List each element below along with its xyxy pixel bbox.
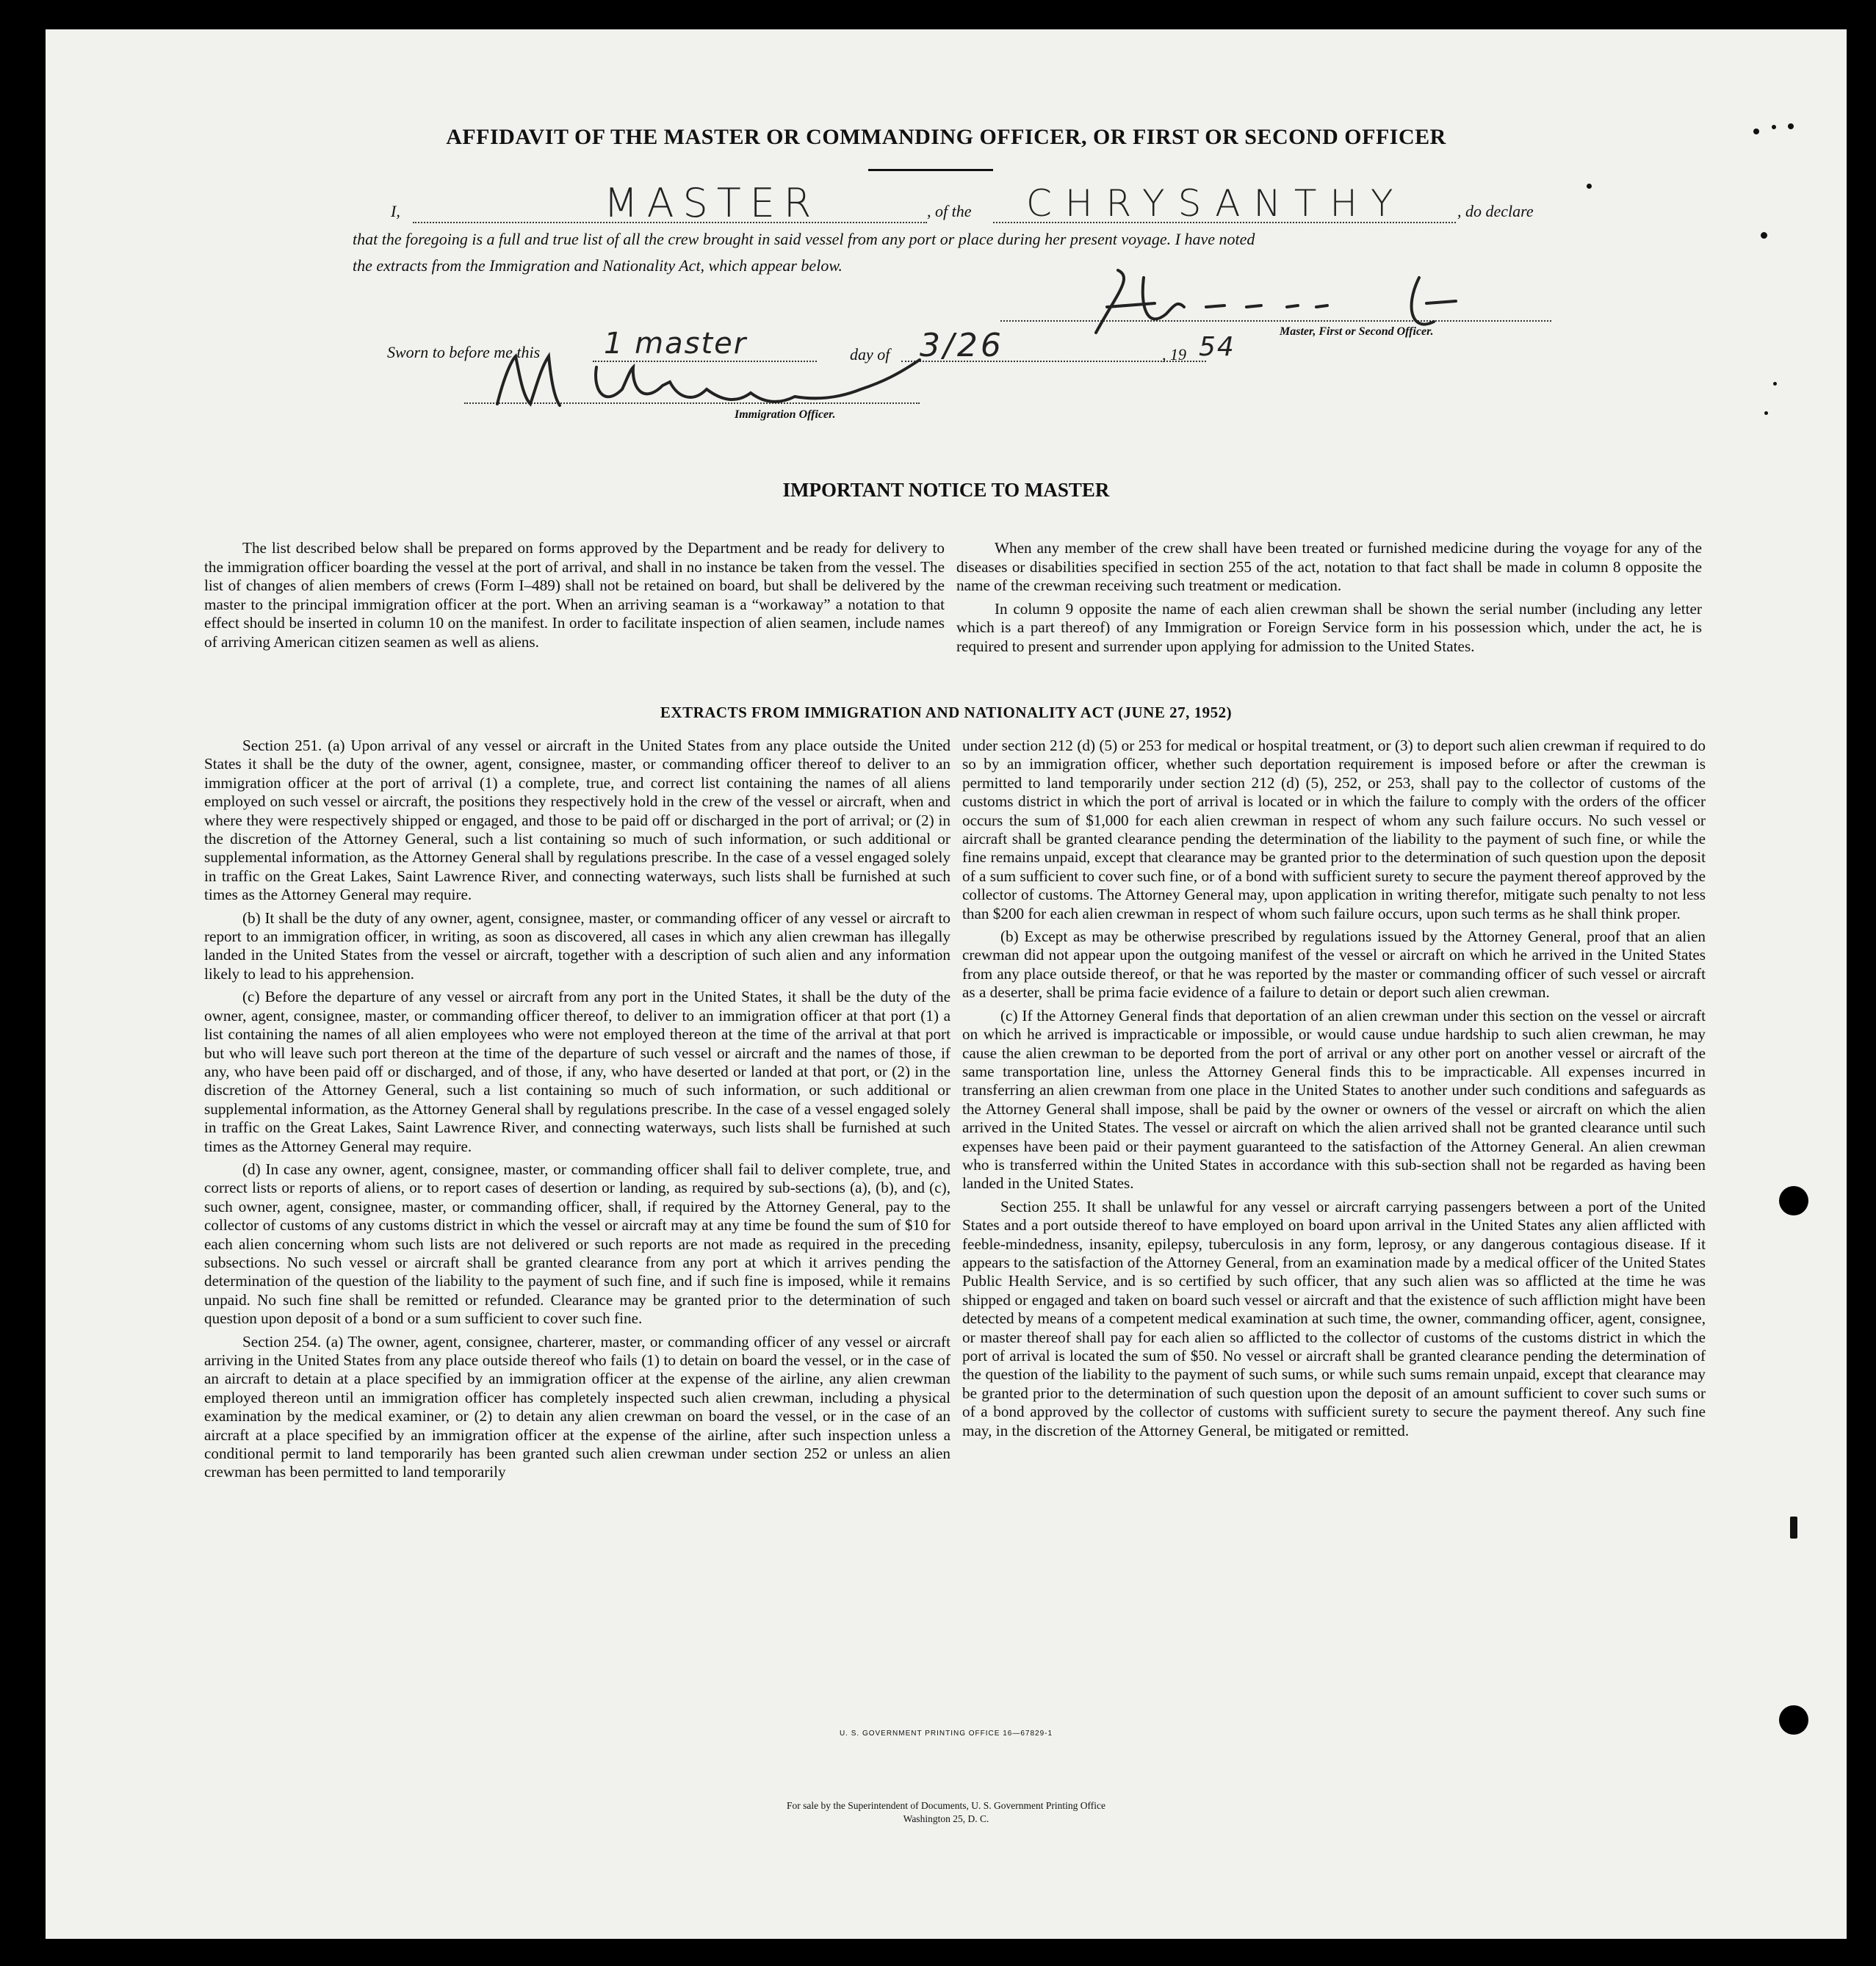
year-prefix: , 19 (1162, 345, 1186, 364)
extract-section-251b: (b) It shall be the duty of any owner, agent, consignee, master, or commanding officer of any vessel or aircraft to report to an immigration officer, in writing, as soon as discovered, all cases in which any alien crewman has illegally landed in the United States from the vessel or aircraft, together with a description of such alien and any information likely to lead to his apprehension. (204, 908, 950, 983)
speck (1788, 123, 1794, 129)
day-of-label: day of (850, 345, 890, 364)
speck (1753, 129, 1759, 134)
extract-section-251d: (d) In case any owner, agent, consignee, master, or commanding officer shall fail to deliver complete, true, and correct lists or reports of aliens, or to report cases of desertion or landing, as required by sub-sections (a), (b), and (c), such owner, agent, consignee, master, or commanding officer, shall, if required by the Attorney General, pay to the collector of customs of any customs district in which the vessel or aircraft may at any time be found the sum of $10 for each alien concerning whom such lists are not delivered or such reports are not made as required in the preceding subsections. No such vessel or aircraft shall be granted clearance from any port at which it arrives pending the determination of the question of the liability to the payment of such fine, and if such fine is imposed, while it remains unpaid. No such fine shall be remitted or refunded. Clearance may be granted prior to the determination of such question upon deposit of a bond or a sum sufficient to cover such fine. (204, 1160, 950, 1328)
notice-right-paragraph-2: In column 9 opposite the name of each alien crewman shall be shown the serial number (including any letter which is a part thereof) of any Immigration or Foreign Service form in his possession which, under the act, he is required to present and surrender upon applying for admission to the United States. (956, 599, 1702, 655)
immigration-officer-signature (486, 345, 942, 419)
extract-section-254a: Section 254. (a) The owner, agent, consignee, charterer, master, or commanding officer of any vessel or aircraft arriving in the United States from any place outside thereof who fails (1) to detain on board the vessel, or in the case of an aircraft to detain at a place specified by an immigration officer at the expense of the airline, any alien crewman employed thereon until an immigration officer has completely inspected such alien crewman, including a physical examination by the medical examiner, or (2) to detain any alien crewman on board the vessel, or in the case of an aircraft at a place specified by an immigration officer at the expense of the airline, after such inspection unless a conditional permit to land temporarily has been granted such alien crewman under section 252 or unless an alien crewman has been permitted to land temporarily (204, 1332, 950, 1481)
speck (1772, 125, 1776, 129)
vessel-handwritten: CHRYSANTHY (1026, 182, 1407, 225)
extracts-right-column (962, 737, 1706, 1445)
notice-right-column (956, 539, 1702, 660)
punch-hole (1779, 1705, 1808, 1735)
of-the-label: , of the (927, 202, 972, 220)
footer (46, 1799, 1847, 1826)
affidavit-page (46, 29, 1847, 1939)
extract-section-255: Section 255. It shall be unlawful for any vessel or aircraft carrying passengers between a port of the United States and a port outside thereof to have employed on board upon arrival in the United States any alien afflicted with feeble-mindedness, insanity, epilepsy, tuberculosis in any form, leprosy, or any dangerous contagious disease. If it appears to the satisfaction of the Attorney General, from an examination made by a medical officer of the United States Public Health Service, and is so certified by such officer, that any such alien was so afflicted at the time he was shipped or engaged and taken on board such vessel or aircraft and that the existence of such affliction might have been detected by means of a competent medical examination at such time, the owner, commanding officer, agent, consignee, or master thereof shall pay for each alien so afflicted to the collector of customs of the customs district in which the port of arrival is located the sum of $50. No vessel or aircraft shall be granted clearance pending the determination of the question of the liability to the payment of such sums, or while such sums remain unpaid, except that clearance may be granted prior to the determination of such question upon the deposit of an amount sufficient to cover such sums or of a bond approved by the collector of customs with sufficient surety to secure the payment thereof. Any such fine may, in the discretion of the Attorney General, be mitigated or remitted. (962, 1197, 1706, 1439)
statement-line-2: the extracts from the Immigration and Nationality Act, which appear below. (353, 256, 843, 275)
extract-section-254b: (b) Except as may be otherwise prescribed by regulations issued by the Attorney General, proof that an alien crewman did not appear upon the outgoing manifest of the vessel or aircraft on which he arrived in the United States from any place outside thereof, or that he was reported by the master or commanding officer of such vessel or aircraft as a deserter, shall be prima facie evidence of a failure to detain or deport such alien crewman. (962, 928, 1706, 1002)
master-caption: Master, First or Second Officer. (1280, 325, 1434, 338)
extract-section-251c: (c) Before the departure of any vessel or aircraft from any port in the United States, it shall be the duty of the owner, agent, consignee, master, or commanding officer thereof, to deliver to an immigration officer at that port (1) a list containing the names of all alien employees who were not employed thereon at the time of the arrival at that port but who will leave such port thereon at the time of the departure of such vessel or aircraft and the names of those, if any, who have been paid off or discharged, and of those, if any, who have deserted or landed at that port, or (2) in the discretion of the Attorney General, such a list containing so much of such information, or such additional or supplemental information, as the Attorney General shall by regulations prescribe. In the case of a vessel engaged solely in traffic on the Great Lakes, Saint Lawrence River, and connecting waterways, such lists shall be furnished at such times as the Attorney General may require. (204, 988, 950, 1155)
speck (1773, 382, 1777, 386)
sworn-day-handwritten: 1 master (604, 327, 748, 361)
master-handwritten: MASTER (604, 180, 820, 226)
extracts-title: EXTRACTS FROM IMMIGRATION AND NATIONALITY ACT (JUNE 27, 1952) (660, 704, 1233, 721)
date-handwritten: 3/26 (920, 327, 1004, 364)
do-declare-label: , do declare (1457, 202, 1534, 220)
notice-left-column (204, 539, 945, 656)
speck (1790, 1517, 1797, 1539)
statement-line-1: that the foregoing is a full and true list of all the crew brought in said vessel from any port or place during her present voyage. I have noted (353, 230, 1255, 248)
speck (1761, 232, 1767, 239)
notice-title: IMPORTANT NOTICE TO MASTER (782, 479, 1110, 501)
punch-hole (1779, 1186, 1808, 1215)
affidavit-title: AFFIDAVIT OF THE MASTER OR COMMANDING OFFICER, OR FIRST OR SECOND OFFICER (446, 125, 1446, 149)
extract-section-254a-cont: under section 212 (d) (5) or 253 for medical or hospital treatment, or (3) to deport such alien crewman if required to do so by an immigration officer, whether such deportation requirement is imposed before or after the crewman is permitted to land temporarily under section 212 (d) (5), 252, or 253, shall pay to the collector of customs of the customs district in which the port of arrival is located or in which the failure to comply with the orders of the officer occurs the sum of $1,000 for each alien crewman in respect of whom any such failure occurs. No such vessel or aircraft shall be granted clearance pending the determination of the liability to the payment of such fine, or while the fine remains unpaid, except that clearance may be granted prior to the determination of such question upon the deposit of a sum sufficient to cover such fine, or of a bond with sufficient surety to secure the payment thereof approved by the collector of customs. The Attorney General may, upon application in writing therefor, mitigate such penalty to not less than $200 for each alien crewman in respect of whom such failure occurs, upon such terms as he shall think proper. (962, 737, 1706, 922)
speck (1764, 411, 1768, 415)
extracts-left-column (204, 737, 950, 1486)
i-label: I, (391, 202, 400, 220)
extract-section-254c: (c) If the Attorney General finds that deportation of an alien crewman under this section on the vessel or aircraft on which he arrived is impracticable or impossible, or would cause undue hardship to such alien crewman, he may cause the alien crewman to be deported from the port of arrival or any other port on another vessel or aircraft of the same transportation line, unless the Attorney General finds this to be impracticable. All expenses incurred in transferring an alien crewman from one place in the United States to another under such conditions and safeguards as the Attorney General shall impose, shall be paid by the owner or owners of the vessel or aircraft on which the alien arrived in the United States. The vessel or aircraft on which the alien arrived shall not be granted clearance until such expenses have been paid or their payment guaranteed to the satisfaction of the Attorney General. An alien crewman who is transferred within the United States in accordance with this sub-section shall not be regarded as having been landed in the United States. (962, 1006, 1706, 1193)
title-rule (868, 169, 993, 171)
footer-line-2: Washington 25, D. C. (903, 1813, 989, 1824)
sworn-label: Sworn to before me this (387, 343, 541, 361)
notice-right-paragraph-1: When any member of the crew shall have been treated or furnished medicine during the voyage for any of the diseases or disabilities specified in section 255 of the act, notation to that fact shall be made in column 8 opposite the name of the crewman receiving such treatment or medication. (956, 539, 1702, 594)
notice-left-paragraph: The list described below shall be prepared on forms approved by the Department and be ready for delivery to the immigration officer boarding the vessel at the port of arrival, and shall in no instance be taken from the vessel. The list of changes of alien members of crews (Form I–489) shall not be retained on board, but shall be delivered by the master to the principal immigration officer at the port. When an arriving seaman is a “workaway” a notation to that effect should be inserted in column 10 on the manifest. In order to facilitate inspection of alien seamen, include names of arriving American citizen seamen as well as aliens. (204, 539, 945, 651)
footer-line-1: For sale by the Superintendent of Documents, U. S. Government Printing Office (787, 1800, 1105, 1811)
year-handwritten: 54 (1199, 332, 1235, 362)
gpo-imprint: U. S. GOVERNMENT PRINTING OFFICE 16—67829-1 (839, 1730, 1053, 1738)
extract-section-251a: Section 251. (a) Upon arrival of any vessel or aircraft in the United States from any place outside the United States it shall be the duty of the owner, agent, consignee, master, or commanding officer thereof to deliver to an immigration officer at the port of arrival (1) a complete, true, and correct list containing the names of all aliens employed on such vessel or aircraft, the positions they respectively hold in the crew of the vessel or aircraft, when and where they were respectively shipped or engaged, and those to be paid off or discharged in the port of arrival; or (2) in the discretion of the Attorney General, such a list containing so much of such information, or such additional or supplemental information, as the Attorney General shall by regulations prescribe. In the case of a vessel engaged solely in traffic on the Great Lakes, Saint Lawrence River, and connecting waterways, such lists shall be furnished at such times as the Attorney General may require. (204, 737, 950, 904)
speck (1587, 184, 1592, 189)
immigration-officer-caption: Immigration Officer. (735, 408, 836, 421)
